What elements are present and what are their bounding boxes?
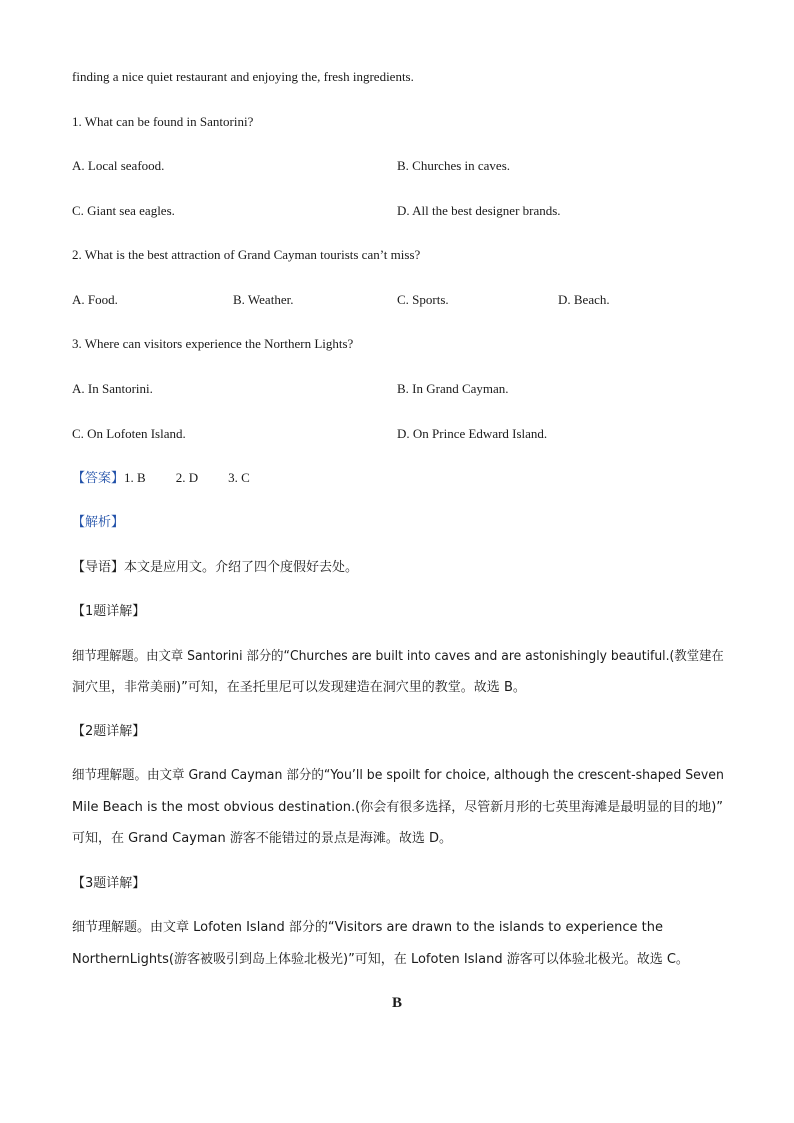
q3-option-a: A. In Santorini. (72, 381, 153, 396)
q3-option-c: C. On Lofoten Island. (72, 426, 186, 441)
q2-option-c: C. Sports. (397, 292, 449, 307)
detail-1-label: 【1题详解】 (72, 604, 146, 619)
q3-option-d: D. On Prince Edward Island. (397, 426, 548, 441)
q2-option-d: D. Beach. (558, 292, 610, 307)
answer-label: 【答案】 (72, 471, 125, 486)
detail-2-line-1: 细节理解题。由文章 Grand Cayman 部分的“You’ll be spoilt for choice, although the crescent-shaped Seven (72, 768, 724, 783)
answer-item-3: 3. C (228, 470, 250, 485)
question-3: 3. Where can visitors experience the Northern Lights? (72, 336, 354, 351)
answer-line (72, 470, 250, 487)
answer-item-1: 1. B (124, 470, 146, 485)
detail-1-line-2: 洞穴里，非常美丽)”可知，在圣托里尼可以发现建造在洞穴里的教堂。故选 B。 (72, 680, 526, 695)
detail-3-line-1: 细节理解题。由文章 Lofoten Island 部分的“Visitors are drawn to the islands to experience the (72, 920, 663, 935)
guide-line (72, 560, 358, 576)
intro-line: finding a nice quiet restaurant and enjoying the, fresh ingredients. (72, 69, 414, 84)
detail-3-line-2: NorthernLights(游客被吸引到岛上体验北极光)”可知，在 Lofoten Island 游客可以体验北极光。故选 C。 (72, 952, 689, 967)
answer-item-2: 2. D (175, 470, 199, 485)
guide-label: 【导语】 (72, 560, 125, 575)
q1-option-a: A. Local seafood. (72, 158, 165, 173)
question-2: 2. What is the best attraction of Grand Cayman tourists can’t miss? (72, 247, 421, 262)
detail-2-label: 【2题详解】 (72, 724, 146, 739)
detail-3-label: 【3题详解】 (72, 876, 146, 891)
q1-option-d: D. All the best designer brands. (397, 203, 561, 218)
guide-text: 本文是应用文。介绍了四个度假好去处。 (124, 560, 359, 575)
question-1: 1. What can be found in Santorini? (72, 114, 254, 129)
detail-2-line-3: 可知，在 Grand Cayman 游客不能错过的景点是海滩。故选 D。 (72, 831, 453, 846)
q2-option-b: B. Weather. (233, 292, 294, 307)
detail-2-line-2: Mile Beach is the most obvious destination.(你会有很多选择，尽管新月形的七英里海滩是最明显的目的地)” (72, 800, 724, 815)
q1-option-b: B. Churches in caves. (397, 158, 511, 173)
analysis-label: 【解析】 (72, 515, 125, 530)
q3-option-b: B. In Grand Cayman. (397, 381, 509, 396)
section-heading: B (391, 995, 402, 1011)
q2-option-a: A. Food. (72, 292, 118, 307)
detail-1-line-1: 细节理解题。由文章 Santorini 部分的“Churches are built into caves and are astonishingly beautiful.(教堂建在 (72, 649, 724, 664)
q1-option-c: C. Giant sea eagles. (72, 203, 175, 218)
